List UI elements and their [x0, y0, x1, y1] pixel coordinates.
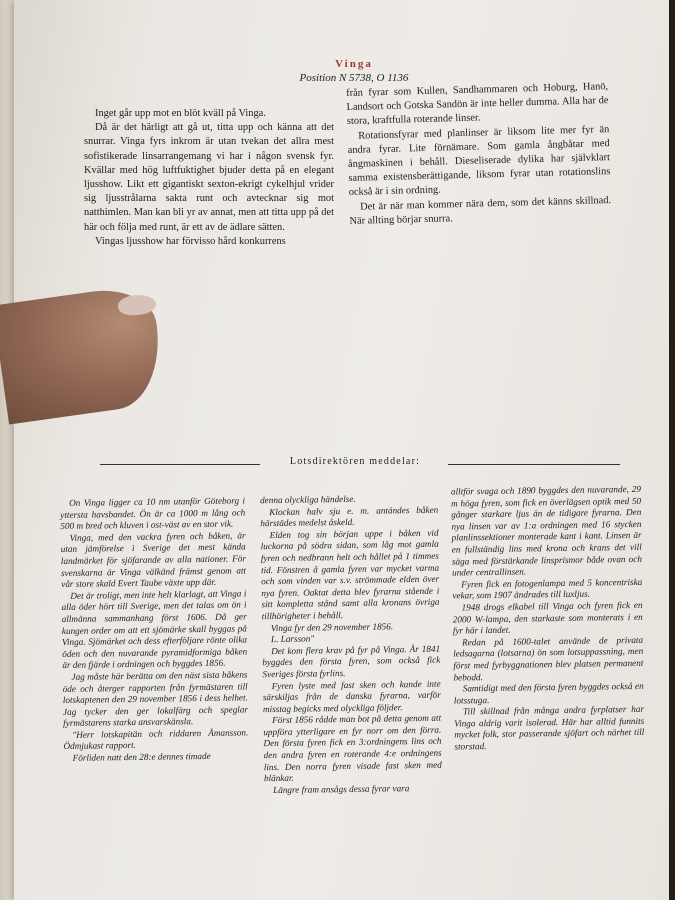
paragraph: Samtidigt med den första fyren byggdes också en lotsstuga. — [453, 680, 644, 706]
divider-left — [100, 464, 260, 465]
paragraph: Det är när man kommer nära dem, som det känns skillnad. När allting börjar snurra. — [349, 194, 612, 227]
section-heading: Lotsdirektören meddelar: — [289, 456, 421, 467]
paragraph: från fyrar som Kullen, Sandhammaren och Hoburg, Hanö, Landsort och Gotska Sandön är inte heller dumma. Alla har de stora, kraftfulla roterande linser. — [346, 81, 609, 128]
paragraph: Förliden natt den 28:e dennes timade — [72, 750, 211, 763]
paragraph: Det är troligt, men inte helt klarlagt, att Vinga i alla öder hört till Sverige, men det talas om ön i allmänna sammanhang först 1606. Då ger kungen order om att ett sjömärke skall byggas på Vinga. Sjömärket och dess efterföljare rönte olika öden och den nuvarande pyramidformiga båken är den fjärde i ordningen och byggdes 1856. — [61, 588, 248, 671]
paragraph: L. Larsson" — [270, 633, 315, 645]
paragraph: Redan på 1600-talet använde de privata ledsagarna (lotsarna) ön som lotsuppassning, men först med fyrbyggnationen blev platsen permanent bebodd. — [453, 634, 644, 683]
paragraph: Längre fram ansågs dessa fyrar vara — [273, 782, 410, 795]
text-column-3 — [451, 484, 645, 753]
intro-column-right — [346, 80, 612, 229]
paragraph: Rotationsfyrar med planlinser är liksom lite mer fyr än andra fyrar. Lite förnämare. Som gamla ångbåtar med ångmaskinen i behåll. Dieseliserade dylika har självklart samma existensberättigande, liksom fyrar utan rotationslins också är i sin ordning. — [347, 123, 611, 199]
paragraph: Det kom flera krav på fyr på Vinga. År 1841 byggdes den första fyren, som också fick Sveriges första fyrlins. — [262, 643, 441, 680]
paragraph: 1948 drogs elkabel till Vinga och fyren fick en 2000 W-lampa, den starkaste som monterats i en fyr här i landet. — [452, 599, 643, 636]
paragraph: Då är det härligt att gå ut, titta upp och känna att det snurrar. Vinga fyrs inkrom är utan tvekan det allra mest sofistikerade linsarrangemang vi har i någon svensk fyr. Kvällar med hög luftfuktighet bjuder detta på en elegant ljusshow. Likt ett gigantiskt sexton-ekrigt cykelhjul vrider sig ljusstrålarna sakta runt och avtecknar sig mot natthimlen. Man kan bli yr av annat, men att titta upp på det här och följa med runt, är ett av de ädlare sätten. — [84, 122, 334, 233]
paragraph: Till skillnad från många andra fyrplatser har Vinga aldrig varit isolerad. Här har alltid funnits mycket folk, stor passerande sjöfart och närhet till storstad. — [454, 704, 645, 752]
position-subtitle: Position N 5738, O 1136 — [299, 72, 409, 84]
paragraph: Jag måste här berätta om den näst sista båkens öde och återger rapporten från fyrmästaren till lotskaptenen den 29 november 1856 i dess helhet. Jag tycker den ger lokalfärg och speglar fyrmästarens starka ansvarskänsla. — [62, 669, 249, 729]
paragraph: Vingas ljusshow har förvisso hård konkurrens — [95, 235, 286, 247]
lotsdirektoren-section — [60, 483, 656, 898]
paragraph: On Vinga ligger ca 10 nm utanför Göteborg i yttersta havsbandet. Ön är ca 1000 m lång och 500 m bred och kluven i ost-väst av en stor vik. — [60, 495, 246, 532]
book-page — [14, 0, 669, 900]
paragraph: alltför svaga och 1890 byggdes den nuvarande, 29 m höga fyren, som fick en överlägsen optik med 50 gånger starkare ljus än de tidigare fyrarna. Den nya linsen var av 1:a ordningen med 16 stycken planlinssektioner monterade kant i kant. Linsen är en fullständig lins med krona och krans det vill säga med förstärkande linsprismor både ovan och under centrallinsen. — [450, 483, 642, 578]
paragraph: Fyren fick en fotogenlampa med 5 koncentriska vekar, som 1907 ändrades till luxljus. — [452, 576, 643, 601]
paragraph: Klockan halv sju e. m. antändes båken härstädes medelst åskeld. — [260, 504, 439, 529]
paragraph: Fyren lyste med fast sken och kunde inte särskiljas från de danska fyrarna, varför misstag begicks med olyckliga följder. — [262, 678, 441, 714]
text-column-1 — [60, 495, 249, 764]
text-column-2 — [260, 493, 442, 797]
divider-right — [448, 464, 620, 465]
paragraph: Inget går upp mot en blöt kväll på Vinga. — [95, 108, 266, 119]
paragraph: denna olyckliga händelse. — [259, 493, 356, 506]
paragraph: "Herr lotskapitän och riddaren Åmansson. Ödmjukast rapport. — [63, 727, 249, 752]
page-title: Vinga — [335, 58, 373, 70]
paragraph: Elden tog sin början uppe i båken vid luckorna på södra sidan, som låg mot gamla fyren och nedbrann helt och hållet på 1 timmes tid. Fönstren å gamla fyren var mycket varma och som vinden var s.v. strömmade elden över nya fyren. Oaktat detta blev fyrarna stående i sitt kompletta stånd samt alla kronans övriga tillhörigheter i behåll. — [260, 527, 440, 622]
paragraph: Först 1856 rådde man bot på detta genom att uppföra ytterligare en fyr norr om den förra. Den första fyren fick en 3:ordningens lins och den andra fyren en roterande 4:e ordningens lins. Den norra fyren visade fast sken med blänkar. — [263, 712, 442, 784]
paragraph: Vinga fyr den 29 november 1856. — [270, 620, 394, 633]
intro-column-left — [84, 107, 334, 249]
paragraph: Vinga, med den vackra fyren och båken, är utan jämförelse i Sverige det mest kända landmärket för sjöfarande av alla nationer. För svenskarna är Vinga välkänd främst genom att vår store skald Evert Taube växte upp där. — [60, 530, 247, 590]
